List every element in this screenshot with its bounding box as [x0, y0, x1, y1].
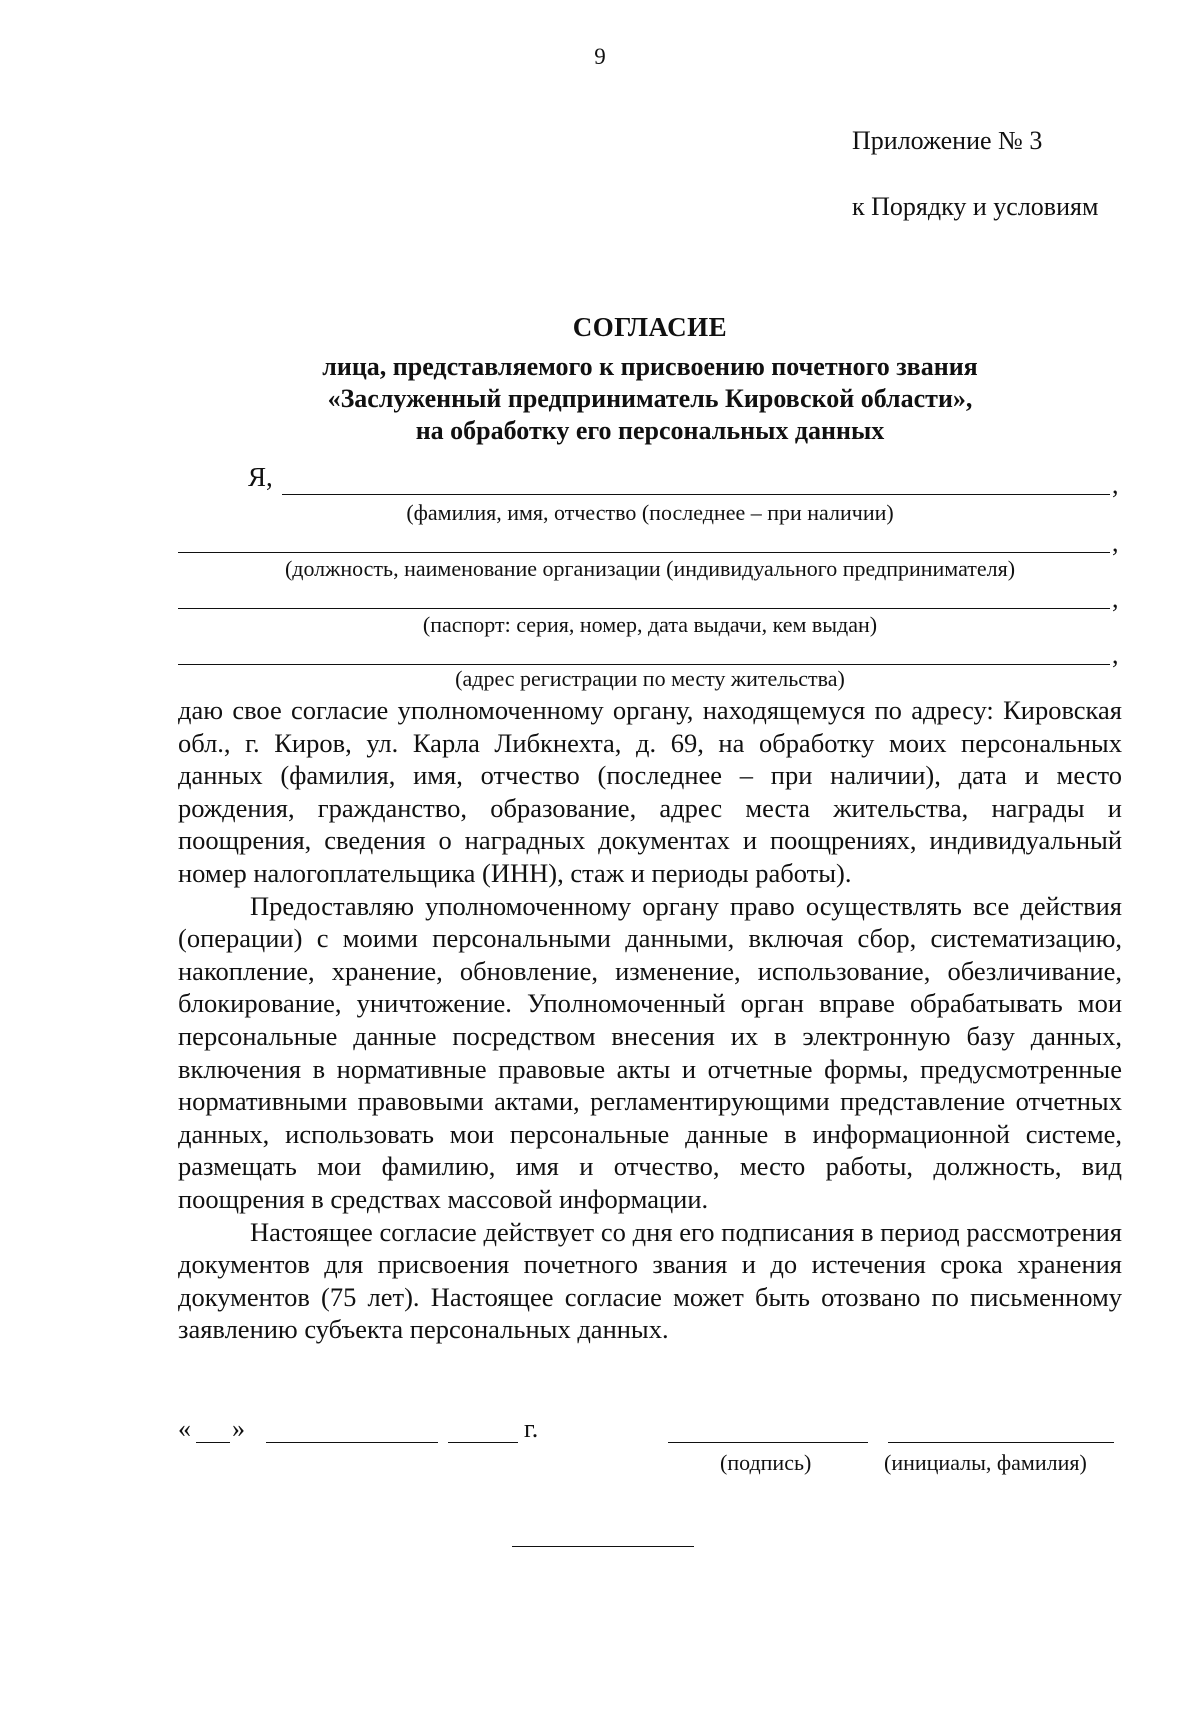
closing-divider — [512, 1546, 694, 1547]
date-day-line[interactable] — [196, 1442, 230, 1443]
consent-body — [178, 694, 1122, 1346]
passport-comma: , — [1112, 584, 1119, 613]
caption-address: (адрес регистрации по месту жительства) — [455, 666, 845, 691]
date-quote-open: « — [178, 1414, 191, 1443]
date-year-suffix: г. — [524, 1414, 539, 1443]
ya-label: Я, — [248, 462, 273, 492]
address-comma: , — [1112, 640, 1119, 669]
paragraph-rights: Предоставляю уполномоченному органу право осуществлять все действия (операции) с моими персональными данными, включая сбор, систематизацию, накопление, хранение, обновление, изменение, использование, обезличивание, блокирование, уничтожение. Уполномоченный орган вправе обрабатывать мои персональные данные посредством внесения их в электронную базу данных, включения в нормативные правовые акты и отчетные формы, предусмотренные нормативными правовыми актами, регламентирующими представление отчетных данных, использовать мои персональные данные в информационной системе, размещать мои фамилию, имя и отчество, место работы, должность, вид поощрения в средствах массовой информации. — [178, 890, 1122, 1214]
caption-signature: (подпись) — [720, 1450, 812, 1475]
subtitle-line-3: на обработку его персональных данных — [415, 416, 885, 445]
position-field-line[interactable] — [178, 552, 1110, 553]
date-year-line[interactable] — [448, 1442, 518, 1443]
subtitle-line-1: лица, представляемого к присвоению почетного звания — [322, 352, 978, 381]
passport-field-line[interactable] — [178, 608, 1110, 609]
fio-comma: , — [1112, 470, 1119, 499]
caption-name: (инициалы, фамилия) — [884, 1450, 1087, 1475]
subtitle-line-2: «Заслуженный предприниматель Кировской области», — [327, 384, 973, 413]
document-title: СОГЛАСИЕ — [572, 312, 728, 342]
caption-position: (должность, наименование организации (индивидуального предпринимателя) — [284, 556, 1016, 581]
position-comma: , — [1112, 528, 1119, 557]
date-quote-close: » — [232, 1414, 245, 1443]
paragraph-consent: даю свое согласие уполномоченному органу, находящемуся по адресу: Кировская обл., г. Киров, ул. Карла Либкнехта, д. 69, на обработку моих персональных данных (фамилия, имя, отчество (последнее – при наличии), дата и место рождения, гражданство, образование, адрес места жительства, награды и поощрения, сведения о наградных документах и поощрениях, индивидуальный номер налогоплательщика (ИНН), стаж и периоды работы). — [178, 695, 1122, 888]
appendix-reference: к Порядку и условиям — [852, 192, 1099, 221]
paragraph-validity: Настоящее согласие действует со дня его подписания в период рассмотрения документов для присвоения почетного звания и до истечения срока хранения документов (75 лет). Настоящее согласие может быть отозвано по письменному заявлению субъекта персональных данных. — [178, 1216, 1122, 1345]
caption-passport: (паспорт: серия, номер, дата выдачи, кем выдан) — [422, 612, 878, 637]
date-month-line[interactable] — [266, 1442, 438, 1443]
page-number: 9 — [594, 44, 606, 69]
appendix-title: Приложение № 3 — [852, 126, 1043, 155]
name-line[interactable] — [888, 1442, 1114, 1443]
signature-line[interactable] — [668, 1442, 868, 1443]
fio-field-line[interactable] — [282, 494, 1110, 495]
caption-fio: (фамилия, имя, отчество (последнее – при наличии) — [406, 500, 894, 525]
address-field-line[interactable] — [178, 664, 1110, 665]
